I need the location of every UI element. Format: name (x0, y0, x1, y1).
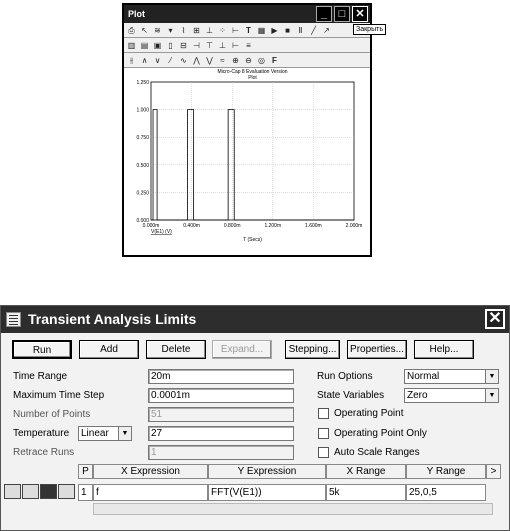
grid-cell-x-expression[interactable]: f (93, 484, 208, 501)
marker-icon-4[interactable]: ⊢ (232, 40, 239, 50)
view-icon-3[interactable]: ▣ (153, 40, 162, 50)
marker-icon-1[interactable]: ⊣ (193, 40, 200, 50)
properties-button[interactable]: Properties... (347, 340, 407, 359)
delete-button[interactable]: Delete (146, 340, 206, 359)
marker-icon-5[interactable]: ≡ (246, 40, 251, 50)
marker-icon-2[interactable]: ⊤ (206, 40, 213, 50)
y-tick-label: 0.250 (136, 190, 149, 197)
grid-header-y-expression: Y Expression (208, 464, 326, 479)
num-points-field[interactable]: 51 (148, 407, 294, 422)
plot-window (122, 3, 372, 257)
operating-point-checkbox[interactable] (318, 408, 329, 419)
grid-cell-y-expression[interactable]: FFT(V(E1)) (208, 484, 326, 501)
chevron-down-icon: ▼ (485, 370, 498, 383)
font-icon[interactable]: F (272, 55, 277, 65)
plot-view-selector (4, 484, 75, 499)
split-icon[interactable]: ⊟ (180, 40, 187, 50)
pause-icon[interactable]: Ⅱ (298, 25, 303, 35)
x-tick-label: 0.400m (183, 223, 200, 229)
temperature-mode-select[interactable] (78, 426, 132, 441)
grid-icon[interactable]: ⊞ (193, 25, 200, 35)
retrace-runs-label: Retrace Runs (13, 447, 75, 458)
time-range-label: Time Range (13, 371, 68, 382)
grid-cell-x-range[interactable]: 5k (326, 484, 406, 501)
view-icon-2[interactable]: ▤ (140, 40, 149, 50)
grid-cell-p[interactable]: 1 (78, 484, 93, 501)
chevron-down-icon: ▼ (485, 389, 498, 402)
max-time-step-field[interactable]: 0.0001m (148, 388, 294, 403)
plot-toolbar-2 (124, 38, 370, 53)
grid-horizontal-scrollbar[interactable] (93, 503, 493, 515)
trace-label: V(E1) (V) (151, 229, 172, 235)
auto-scale-ranges-label: Auto Scale Ranges (334, 447, 420, 458)
maximize-button[interactable]: □ (334, 6, 350, 22)
dialog-app-icon (6, 312, 21, 327)
zoom-out-icon[interactable]: ⊖ (245, 55, 252, 65)
dialog-close-button[interactable]: ✕ (485, 309, 505, 329)
y-tick-label: 0.000 (136, 218, 149, 224)
grid-header-x-range: X Range (326, 464, 406, 479)
run-options-value: Normal (407, 371, 440, 382)
print-icon[interactable]: ⎙ (128, 25, 135, 35)
temperature-mode-value: Linear (81, 428, 109, 439)
time-range-field[interactable]: 20m (148, 369, 294, 384)
operating-point-label: Operating Point (334, 408, 404, 419)
grid-cell-y-range[interactable]: 25,0,5 (406, 484, 486, 501)
x-tick-label: 0.000m (142, 223, 160, 229)
stop-icon[interactable]: ■ (285, 25, 290, 35)
retrace-runs-field[interactable]: 1 (148, 445, 294, 460)
table-icon[interactable]: ▦ (257, 25, 266, 35)
max-time-step-label: Maximum Time Step (13, 390, 105, 401)
grid-header-y-range: Y Range (406, 464, 486, 479)
temperature-field[interactable]: 27 (148, 426, 294, 441)
run-options-select[interactable] (404, 369, 499, 384)
dropdown-icon[interactable]: ▾ (168, 25, 173, 35)
valley-icon[interactable]: ∨ (154, 55, 161, 65)
y-tick-label: 1.250 (136, 80, 149, 86)
x-tick-label: 1.200m (264, 223, 282, 229)
tag-icon[interactable]: ⊥ (206, 25, 213, 35)
num-points-label: Number of Points (13, 409, 91, 420)
dialog-title: Transient Analysis Limits (28, 311, 197, 327)
chevron-down-icon: ▼ (118, 427, 131, 440)
plot-title: Plot (128, 9, 145, 19)
x-axis-label: T (Secs) (243, 237, 262, 243)
text-icon[interactable]: T (246, 25, 251, 35)
cursor-icon[interactable]: ↖ (141, 25, 148, 35)
slope-icon[interactable]: ⁄ (169, 55, 172, 65)
view-icon-4[interactable]: ▯ (168, 40, 173, 50)
grid-scroll-right-button[interactable]: > (486, 464, 501, 479)
plot-caption-2: Plot (248, 75, 257, 81)
close-tooltip: Закрыть (353, 24, 386, 35)
operating-point-only-checkbox[interactable] (318, 428, 329, 439)
run-options-label: Run Options (317, 371, 373, 382)
x-tick-label: 1.600m (305, 223, 322, 229)
inflect-icon[interactable]: ≈ (220, 55, 225, 65)
zoom-in-icon[interactable]: ⊕ (232, 55, 239, 65)
graph-icon[interactable]: ⌇ (181, 25, 186, 35)
auto-scale-ranges-checkbox[interactable] (318, 447, 329, 458)
plot-caption-1: Micro-Cap 8 Evaluation Version (217, 69, 288, 75)
peak-icon-2[interactable]: ∧ (141, 55, 148, 65)
marker-icon-3[interactable]: ⊥ (219, 40, 226, 50)
view-mode-icon-4[interactable] (58, 484, 75, 499)
view-mode-icon-2[interactable] (22, 484, 39, 499)
dialog-titlebar (1, 306, 509, 333)
state-variables-label: State Variables (317, 390, 385, 401)
high-icon[interactable]: ⋀ (193, 55, 200, 65)
plot-chart (124, 68, 370, 255)
x-tick-label: 0.800m (223, 223, 241, 229)
arrow-icon[interactable]: ↗ (323, 25, 330, 35)
help-button[interactable]: Help... (414, 340, 474, 359)
operating-point-only-label: Operating Point Only (334, 428, 427, 439)
y-tick-label: 0.500 (136, 162, 149, 169)
x-tick-label: 2.000m (345, 223, 363, 229)
run-button[interactable]: Run (12, 340, 72, 359)
low-icon[interactable]: ⋁ (206, 55, 213, 65)
grid-header-x-expression: X Expression (93, 464, 208, 479)
y-tick-label: 1.000 (136, 107, 149, 114)
temperature-label: Temperature (13, 428, 70, 439)
plot-toolbar-1 (124, 23, 370, 38)
points-icon[interactable]: ⁘ (219, 25, 226, 35)
minimize-button[interactable]: _ (316, 6, 332, 22)
scale-icon[interactable]: ≋ (154, 25, 161, 35)
line-icon[interactable]: ╱ (311, 25, 316, 35)
wave-icon[interactable]: ∿ (180, 55, 187, 65)
restore-icon[interactable]: ◎ (258, 55, 265, 65)
close-button[interactable]: ✕ (352, 6, 368, 22)
state-variables-value: Zero (407, 390, 428, 401)
view-mode-icon-1[interactable] (4, 484, 21, 499)
axis-icon[interactable]: ⊢ (232, 25, 239, 35)
expand-button[interactable]: Expand... (212, 340, 272, 359)
plot-frame (151, 82, 354, 220)
stepping-button[interactable]: Stepping... (285, 340, 340, 359)
grid-header-p: P (78, 464, 93, 479)
plot-titlebar (124, 5, 370, 23)
run-icon[interactable]: ▶ (271, 25, 278, 35)
view-mode-icon-3[interactable] (40, 484, 57, 499)
view-icon-1[interactable]: ▥ (127, 40, 136, 50)
plot-toolbar-3 (124, 53, 370, 68)
state-variables-select[interactable] (404, 388, 499, 403)
peak-icon-1[interactable]: ⫲ (130, 55, 133, 65)
add-button[interactable]: Add (79, 340, 139, 359)
y-tick-label: 0.750 (136, 135, 149, 142)
